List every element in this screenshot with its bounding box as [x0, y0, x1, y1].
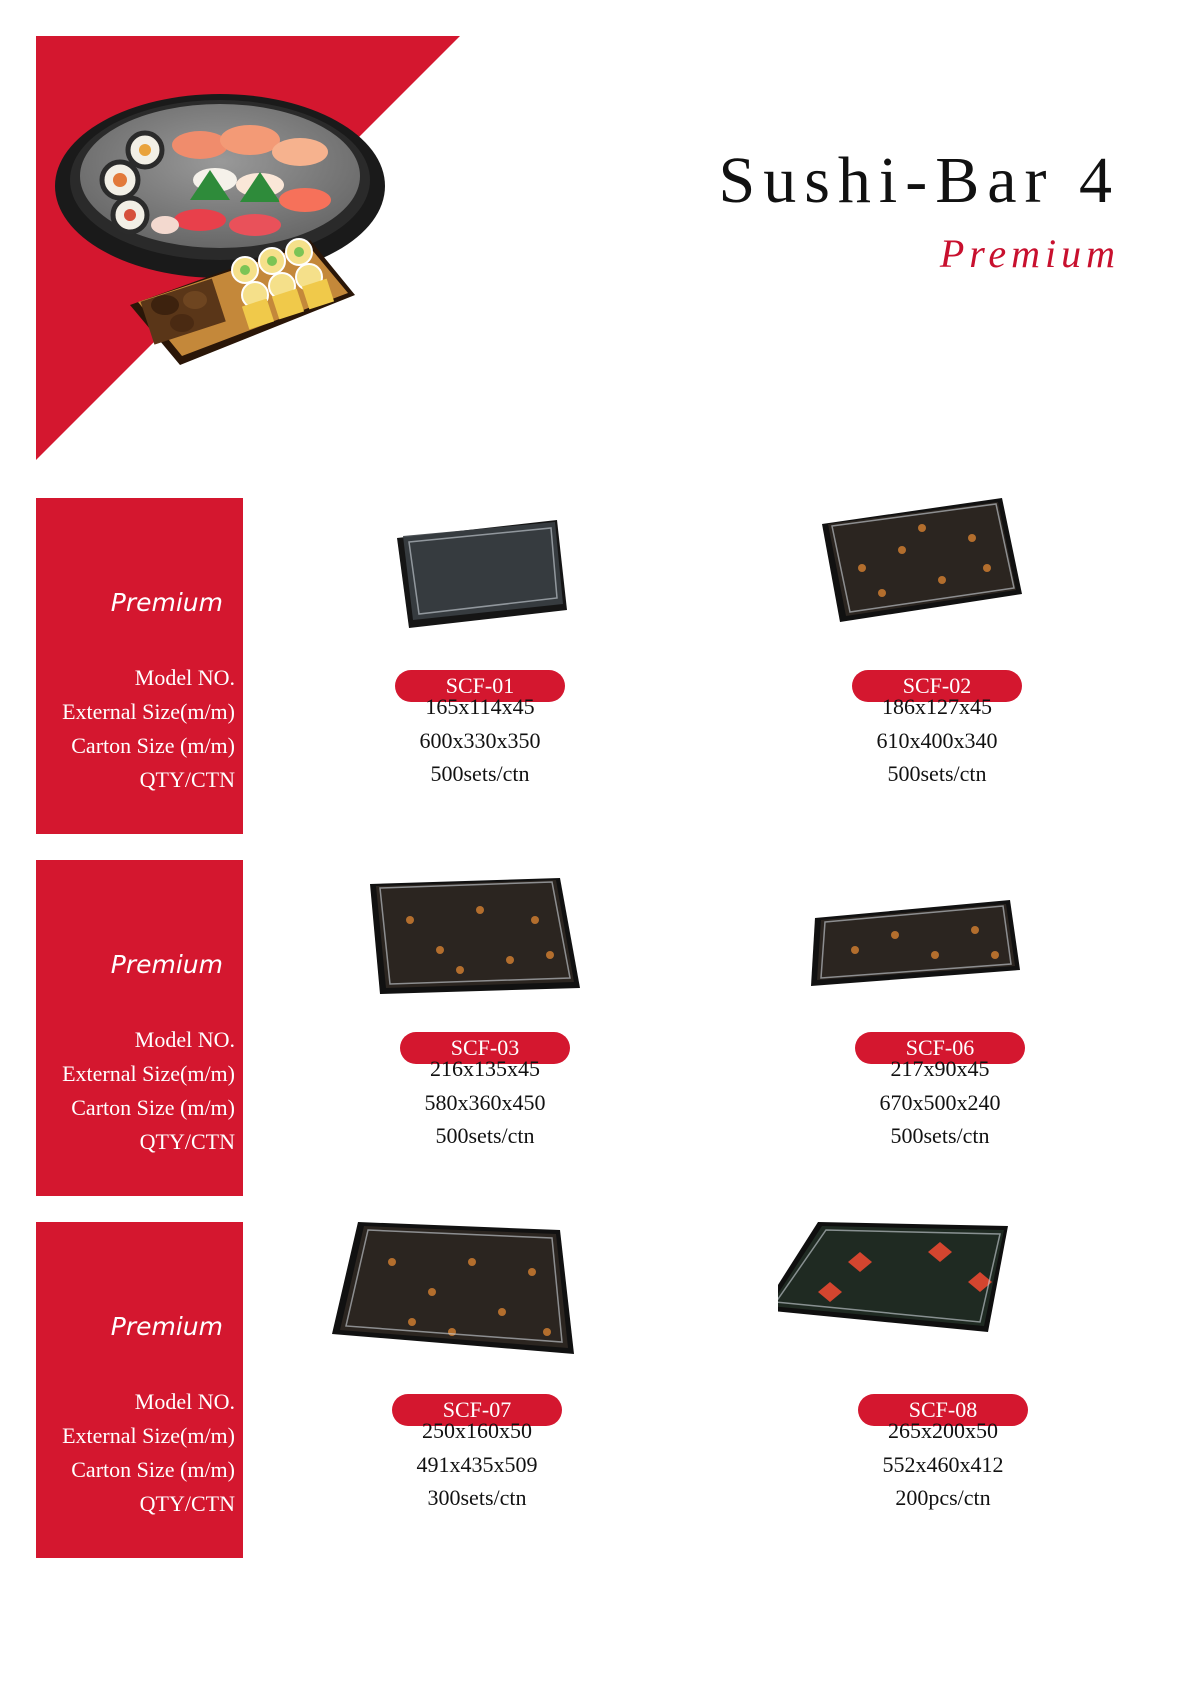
qty-label: QTY/CTN	[139, 767, 235, 792]
carton-size-value: 552x460x412	[882, 1452, 1004, 1477]
carton-size-value: 670x500x240	[879, 1090, 1001, 1115]
model-badge: SCF-03	[400, 1032, 570, 1064]
tray-image	[775, 860, 1105, 1020]
product-card	[320, 860, 650, 1196]
model-badge: SCF-06	[855, 1032, 1025, 1064]
model-badge: SCF-02	[852, 670, 1022, 702]
qty-value: 500sets/ctn	[430, 761, 530, 786]
model-no-label: Model NO.	[134, 1027, 235, 1052]
carton-size-label: Carton Size (m/m)	[71, 1095, 235, 1120]
product-card	[778, 1222, 1108, 1558]
external-size-value: 250x160x50	[422, 1418, 532, 1443]
panel-premium-label: Premium	[110, 950, 223, 979]
qty-value: 500sets/ctn	[890, 1123, 990, 1148]
external-size-label: External Size(m/m)	[62, 1061, 235, 1086]
external-size-label: External Size(m/m)	[62, 699, 235, 724]
tray-image	[315, 498, 645, 658]
tray-image	[778, 1222, 1108, 1382]
tray-image	[772, 498, 1102, 658]
qty-value: 500sets/ctn	[435, 1123, 535, 1148]
product-card	[772, 498, 1102, 834]
product-section-2	[0, 860, 1191, 1196]
hero-sushi-photo	[50, 90, 410, 400]
product-section-3	[0, 1222, 1191, 1558]
label-panel	[36, 498, 243, 834]
tray-image	[320, 860, 650, 1020]
carton-size-value: 580x360x450	[424, 1090, 546, 1115]
external-size-label: External Size(m/m)	[62, 1423, 235, 1448]
carton-size-value: 600x330x350	[419, 728, 541, 753]
qty-label: QTY/CTN	[139, 1491, 235, 1516]
product-card	[312, 1222, 642, 1558]
panel-premium-label: Premium	[110, 1312, 223, 1341]
external-size-value: 186x127x45	[882, 694, 992, 719]
page-title: Sushi-Bar 4	[718, 144, 1120, 217]
model-badge: SCF-07	[392, 1394, 562, 1426]
page-subtitle: Premium	[939, 231, 1120, 276]
external-size-value: 265x200x50	[888, 1418, 998, 1443]
external-size-value: 165x114x45	[425, 694, 535, 719]
qty-label: QTY/CTN	[139, 1129, 235, 1154]
product-card	[775, 860, 1105, 1196]
model-badge: SCF-01	[395, 670, 565, 702]
product-section-1	[0, 498, 1191, 834]
carton-size-label: Carton Size (m/m)	[71, 1457, 235, 1482]
label-panel	[36, 860, 243, 1196]
tray-image	[312, 1222, 642, 1382]
qty-value: 500sets/ctn	[887, 761, 987, 786]
carton-size-value: 491x435x509	[416, 1452, 538, 1477]
model-no-label: Model NO.	[134, 665, 235, 690]
qty-value: 300sets/ctn	[427, 1485, 527, 1510]
external-size-value: 217x90x45	[890, 1056, 990, 1081]
label-panel	[36, 1222, 243, 1558]
model-badge: SCF-08	[858, 1394, 1028, 1426]
product-card	[315, 498, 645, 834]
carton-size-label: Carton Size (m/m)	[71, 733, 235, 758]
panel-premium-label: Premium	[110, 588, 223, 617]
carton-size-value: 610x400x340	[876, 728, 998, 753]
external-size-value: 216x135x45	[430, 1056, 540, 1081]
qty-value: 200pcs/ctn	[895, 1485, 991, 1510]
model-no-label: Model NO.	[134, 1389, 235, 1414]
